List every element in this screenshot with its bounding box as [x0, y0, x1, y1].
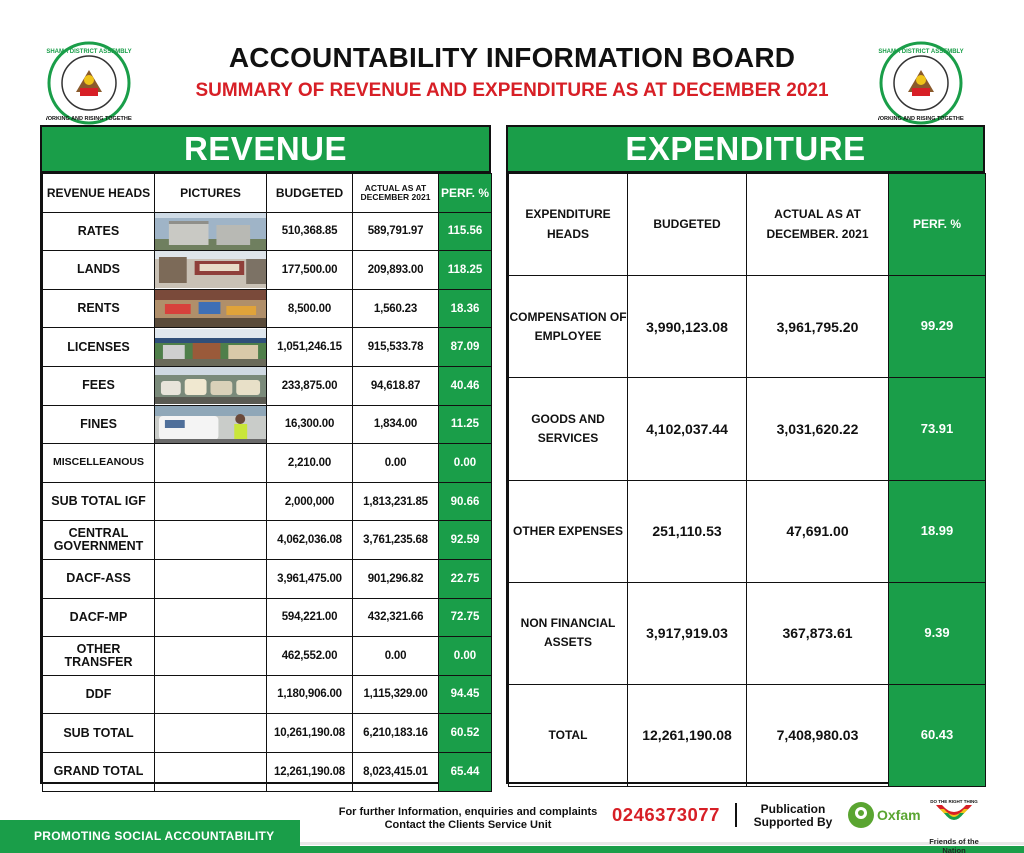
- col-exp-budgeted: BUDGETED: [628, 174, 747, 276]
- col-budgeted: BUDGETED: [267, 174, 353, 213]
- expenditure-perf-cell: 73.91: [889, 378, 986, 480]
- footer-divider: [735, 803, 737, 827]
- revenue-row: [43, 598, 492, 637]
- revenue-perf-cell: 118.25: [439, 251, 492, 290]
- expenditure-table: [508, 173, 986, 787]
- revenue-budgeted-cell: 1,180,906.00: [267, 675, 353, 714]
- shops-photo: [155, 329, 266, 366]
- revenue-head-cell: DACF-MP: [43, 598, 155, 637]
- footer-info-line2: Contact the Clients Service Unit: [384, 819, 552, 832]
- revenue-actual-cell: 0.00: [353, 444, 439, 483]
- expenditure-row: [509, 480, 986, 582]
- oxfam-label: Oxfam: [877, 807, 921, 823]
- expenditure-row: [509, 276, 986, 378]
- revenue-budgeted-cell: 1,051,246.15: [267, 328, 353, 367]
- revenue-row: [43, 212, 492, 251]
- revenue-picture-cell: [155, 289, 267, 328]
- expenditure-actual-cell: 3,961,795.20: [747, 276, 889, 378]
- expenditure-budgeted-cell: 3,990,123.08: [628, 276, 747, 378]
- revenue-head-cell: OTHER TRANSFER: [43, 637, 155, 676]
- revenue-perf-cell: 65.44: [439, 752, 492, 791]
- revenue-actual-cell: 1,813,231.85: [353, 482, 439, 521]
- revenue-picture-cell: [155, 637, 267, 676]
- revenue-budgeted-cell: 4,062,036.08: [267, 521, 353, 560]
- revenue-picture-cell: [155, 366, 267, 405]
- revenue-perf-cell: 0.00: [439, 637, 492, 676]
- revenue-row: [43, 752, 492, 791]
- expenditure-perf-cell: 99.29: [889, 276, 986, 378]
- revenue-perf-cell: 40.46: [439, 366, 492, 405]
- svg-text:WORKING AND RISING TOGETHER: WORKING AND RISING TOGETHER: [878, 116, 964, 122]
- revenue-picture-cell: [155, 251, 267, 290]
- revenue-row: [43, 251, 492, 290]
- revenue-picture-cell: [155, 521, 267, 560]
- expenditure-row: [509, 378, 986, 480]
- expenditure-head-cell: TOTAL: [509, 684, 628, 786]
- revenue-picture-cell: [155, 559, 267, 598]
- expenditure-perf-cell: 18.99: [889, 480, 986, 582]
- revenue-actual-cell: 432,321.66: [353, 598, 439, 637]
- revenue-perf-cell: 22.75: [439, 559, 492, 598]
- expenditure-budgeted-cell: 12,261,190.08: [628, 684, 747, 786]
- revenue-actual-cell: 1,834.00: [353, 405, 439, 444]
- revenue-row: [43, 675, 492, 714]
- revenue-head-cell: SUB TOTAL: [43, 714, 155, 753]
- contact-phone[interactable]: 0246373077: [612, 804, 720, 825]
- revenue-budgeted-cell: 462,552.00: [267, 637, 353, 676]
- revenue-row: [43, 289, 492, 328]
- footer-info-line1: For further Information, enquiries and complaints: [338, 806, 598, 818]
- col-actual: ACTUAL AS AT DECEMBER 2021: [353, 174, 439, 213]
- revenue-head-cell: LICENSES: [43, 328, 155, 367]
- revenue-picture-cell: [155, 752, 267, 791]
- revenue-head-cell: FINES: [43, 405, 155, 444]
- revenue-head-cell: FEES: [43, 366, 155, 405]
- expenditure-head-cell: GOODS AND SERVICES: [509, 378, 628, 480]
- revenue-picture-cell: [155, 212, 267, 251]
- revenue-row: [43, 482, 492, 521]
- revenue-row: [43, 559, 492, 598]
- revenue-perf-cell: 115.56: [439, 212, 492, 251]
- revenue-head-cell: CENTRAL GOVERNMENT: [43, 521, 155, 560]
- revenue-budgeted-cell: 510,368.85: [267, 212, 353, 251]
- revenue-budgeted-cell: 233,875.00: [267, 366, 353, 405]
- revenue-budgeted-cell: 2,210.00: [267, 444, 353, 483]
- revenue-actual-cell: 8,023,415.01: [353, 752, 439, 791]
- market-stalls-photo: [155, 290, 266, 327]
- land-site-photo: [155, 251, 266, 288]
- revenue-row: [43, 521, 492, 560]
- expenditure-title: EXPENDITURE: [508, 127, 983, 173]
- expenditure-actual-cell: 47,691.00: [747, 480, 889, 582]
- svg-text:DO THE RIGHT THING: DO THE RIGHT THING: [930, 799, 978, 804]
- expenditure-budgeted-cell: 4,102,037.44: [628, 378, 747, 480]
- svg-text:SHAMA DISTRICT ASSEMBLY: SHAMA DISTRICT ASSEMBLY: [878, 49, 964, 55]
- publication-supported-by: Publication Supported By: [753, 802, 833, 830]
- revenue-actual-cell: 901,296.82: [353, 559, 439, 598]
- col-exp-actual: ACTUAL AS AT DECEMBER. 2021: [747, 174, 889, 276]
- storage-tanks-photo: [155, 213, 266, 250]
- footer-info: [328, 806, 608, 832]
- oxfam-logo: [848, 801, 921, 829]
- revenue-head-cell: SUB TOTAL IGF: [43, 482, 155, 521]
- revenue-head-cell: MISCELLEANOUS: [43, 444, 155, 483]
- revenue-budgeted-cell: 8,500.00: [267, 289, 353, 328]
- revenue-row: [43, 444, 492, 483]
- revenue-head-cell: LANDS: [43, 251, 155, 290]
- revenue-perf-cell: 72.75: [439, 598, 492, 637]
- board-title: ACCOUNTABILITY INFORMATION BOARD: [228, 42, 796, 73]
- expenditure-perf-cell: 9.39: [889, 582, 986, 684]
- officer-photo: [155, 406, 266, 443]
- revenue-row: [43, 637, 492, 676]
- col-exp-perf: PERF. %: [889, 174, 986, 276]
- revenue-budgeted-cell: 16,300.00: [267, 405, 353, 444]
- expenditure-actual-cell: 3,031,620.22: [747, 378, 889, 480]
- revenue-perf-cell: 94.45: [439, 675, 492, 714]
- revenue-perf-cell: 92.59: [439, 521, 492, 560]
- revenue-actual-cell: 209,893.00: [353, 251, 439, 290]
- revenue-title: REVENUE: [42, 127, 489, 173]
- revenue-budgeted-cell: 594,221.00: [267, 598, 353, 637]
- revenue-perf-cell: 87.09: [439, 328, 492, 367]
- revenue-row: [43, 328, 492, 367]
- revenue-head-cell: RATES: [43, 212, 155, 251]
- expenditure-panel: [506, 125, 985, 784]
- revenue-head-cell: DDF: [43, 675, 155, 714]
- revenue-budgeted-cell: 177,500.00: [267, 251, 353, 290]
- revenue-actual-cell: 6,210,183.16: [353, 714, 439, 753]
- revenue-picture-cell: [155, 598, 267, 637]
- revenue-picture-cell: [155, 405, 267, 444]
- expenditure-actual-cell: 367,873.61: [747, 582, 889, 684]
- svg-text:WORKING AND RISING TOGETHER: WORKING AND RISING TOGETHER: [46, 116, 132, 122]
- revenue-actual-cell: 1,115,329.00: [353, 675, 439, 714]
- friends-of-the-nation-label: Friends of the Nation: [929, 837, 979, 853]
- footer-stripe: [300, 846, 1024, 853]
- revenue-perf-cell: 11.25: [439, 405, 492, 444]
- revenue-budgeted-cell: 2,000,000: [267, 482, 353, 521]
- revenue-row: [43, 405, 492, 444]
- revenue-perf-cell: 18.36: [439, 289, 492, 328]
- col-revenue-heads: REVENUE HEADS: [43, 174, 155, 213]
- expenditure-row: [509, 684, 986, 786]
- revenue-perf-cell: 90.66: [439, 482, 492, 521]
- footer-banner: PROMOTING SOCIAL ACCOUNTABILITY: [0, 820, 300, 853]
- vehicles-photo: [155, 367, 266, 404]
- oxfam-icon: [848, 802, 874, 828]
- revenue-actual-cell: 915,533.78: [353, 328, 439, 367]
- expenditure-budgeted-cell: 3,917,919.03: [628, 582, 747, 684]
- expenditure-header-row: [509, 174, 986, 276]
- revenue-budgeted-cell: 12,261,190.08: [267, 752, 353, 791]
- revenue-picture-cell: [155, 444, 267, 483]
- revenue-actual-cell: 1,560.23: [353, 289, 439, 328]
- svg-text:SHAMA DISTRICT ASSEMBLY: SHAMA DISTRICT ASSEMBLY: [46, 49, 132, 55]
- footer-stripe-light: [300, 842, 1024, 845]
- revenue-row: [43, 366, 492, 405]
- revenue-picture-cell: [155, 675, 267, 714]
- expenditure-actual-cell: 7,408,980.03: [747, 684, 889, 786]
- revenue-panel: [40, 125, 491, 784]
- revenue-perf-cell: 0.00: [439, 444, 492, 483]
- col-perf: PERF. %: [439, 174, 492, 213]
- revenue-picture-cell: [155, 482, 267, 521]
- revenue-actual-cell: 589,791.97: [353, 212, 439, 251]
- friends-of-the-nation-icon: [918, 797, 990, 831]
- board-subtitle: SUMMARY OF REVENUE AND EXPENDITURE AS AT DECEMBER 2021: [195, 80, 829, 101]
- expenditure-budgeted-cell: 251,110.53: [628, 480, 747, 582]
- revenue-actual-cell: 0.00: [353, 637, 439, 676]
- col-pictures: PICTURES: [155, 174, 267, 213]
- revenue-header-row: [43, 174, 492, 213]
- expenditure-perf-cell: 60.43: [889, 684, 986, 786]
- revenue-actual-cell: 3,761,235.68: [353, 521, 439, 560]
- col-expenditure-heads: EXPENDITURE HEADS: [509, 174, 628, 276]
- revenue-table: [42, 173, 492, 792]
- revenue-budgeted-cell: 3,961,475.00: [267, 559, 353, 598]
- revenue-picture-cell: [155, 714, 267, 753]
- revenue-perf-cell: 60.52: [439, 714, 492, 753]
- expenditure-head-cell: OTHER EXPENSES: [509, 480, 628, 582]
- revenue-head-cell: GRAND TOTAL: [43, 752, 155, 791]
- expenditure-row: [509, 582, 986, 684]
- revenue-head-cell: DACF-ASS: [43, 559, 155, 598]
- expenditure-head-cell: NON FINANCIAL ASSETS: [509, 582, 628, 684]
- expenditure-head-cell: COMPENSATION OF EMPLOYEE: [509, 276, 628, 378]
- friends-of-the-nation-logo: [918, 797, 990, 853]
- revenue-actual-cell: 94,618.87: [353, 366, 439, 405]
- revenue-picture-cell: [155, 328, 267, 367]
- revenue-budgeted-cell: 10,261,190.08: [267, 714, 353, 753]
- revenue-row: [43, 714, 492, 753]
- revenue-head-cell: RENTS: [43, 289, 155, 328]
